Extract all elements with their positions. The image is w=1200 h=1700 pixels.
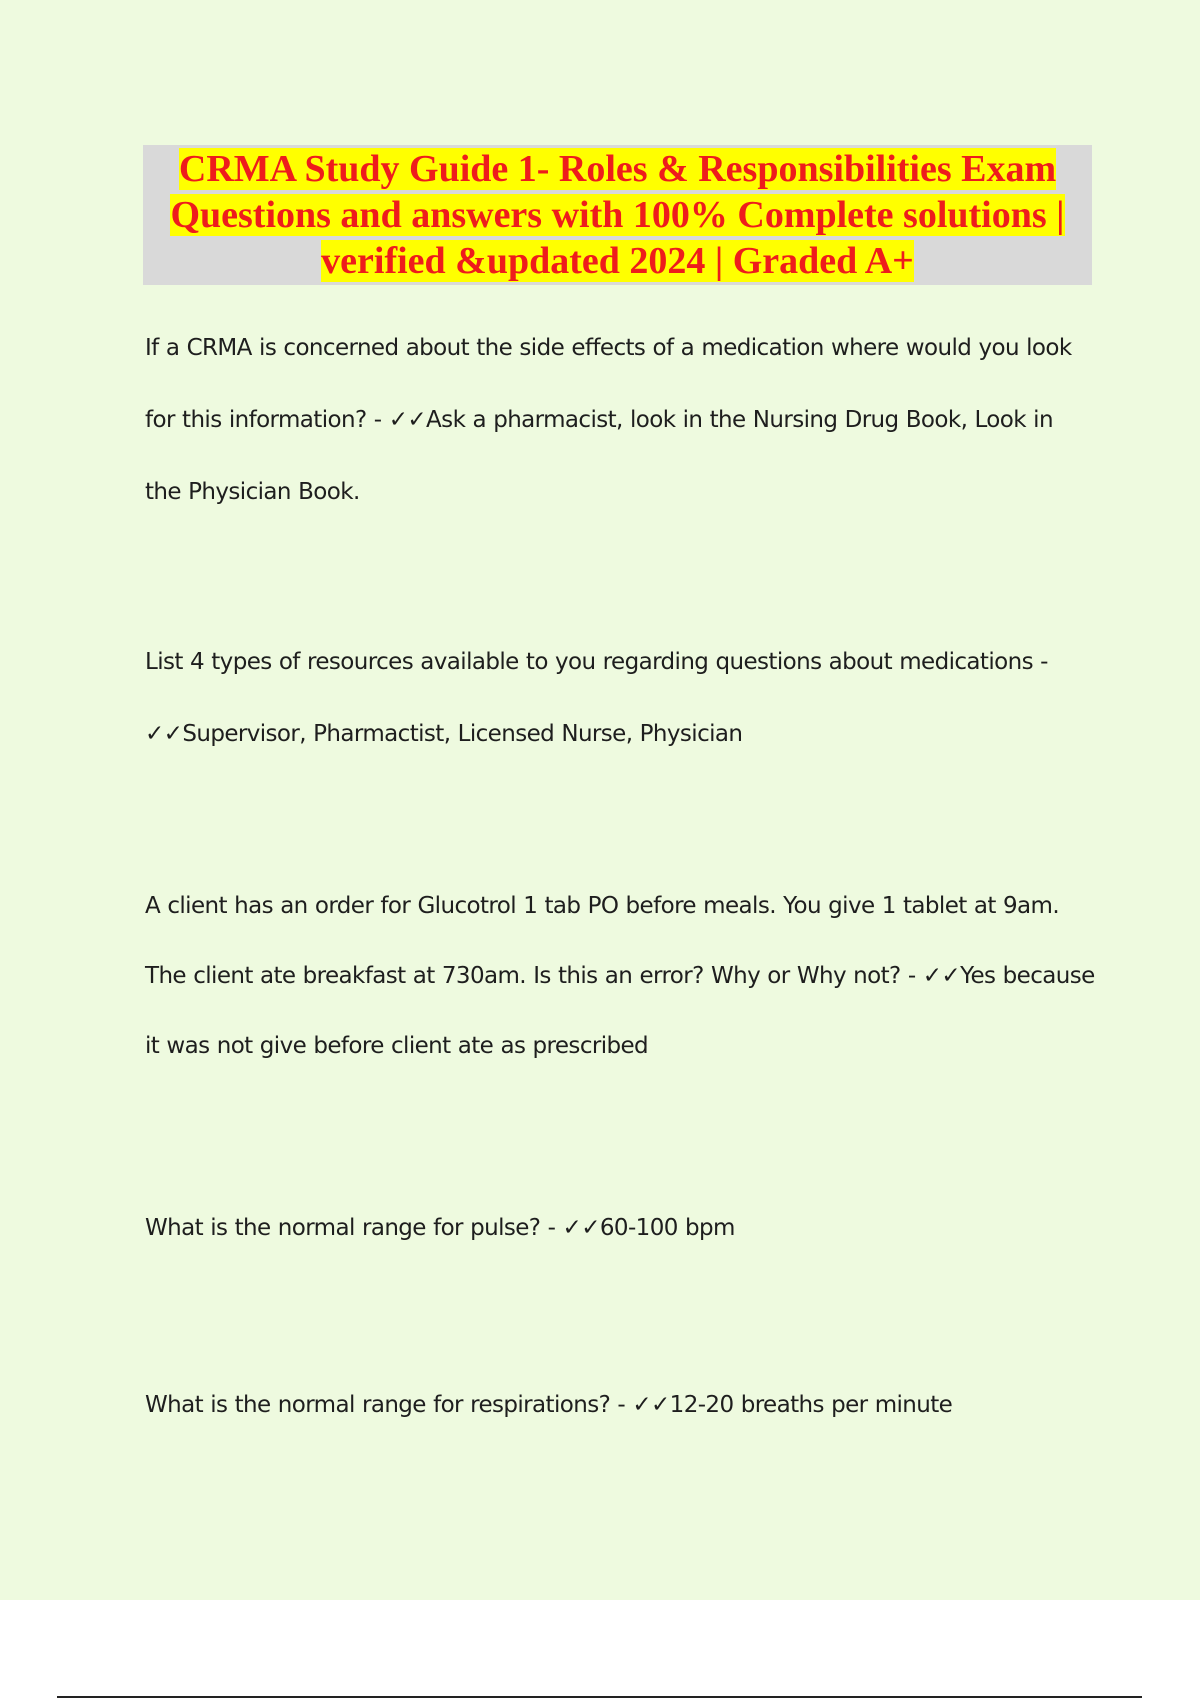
answer-text: Ask a pharmacist, look in the Nursing Drug Book, Look in the Physician Book.: [145, 407, 1053, 505]
question-text: A client has an order for Glucotrol 1 tab PO before meals. You give 1 tablet at 9am. The client ate breakfast at 730am. Is this an error? Why or Why not? -: [145, 893, 1060, 989]
document-title: [143, 146, 1092, 284]
answer-text: Yes because it was not give before client ate as prescribed: [145, 963, 1095, 1059]
title-text: CRMA Study Guide 1- Roles & Responsibilities Exam Questions and answers with 100% Complete solutions | verified &updated 2024 | Graded A+: [170, 148, 1065, 282]
answer-text: 12-20 breaths per minute: [669, 1392, 953, 1418]
answer-text: 60-100 bpm: [599, 1215, 735, 1241]
check-icon: ✓✓: [388, 407, 427, 433]
qa-item: [145, 871, 1095, 1081]
question-text: What is the normal range for respirations? -: [145, 1392, 633, 1418]
answer-text: Supervisor, Pharmactist, Licensed Nurse, Physician: [182, 721, 743, 747]
qa-item: [145, 1369, 1095, 1441]
footer-divider: [57, 1696, 1142, 1698]
check-icon: ✓✓: [145, 721, 183, 747]
qa-item: [145, 1192, 1095, 1264]
question-text: If a CRMA is concerned about the side effects of a medication where would you look for this information? -: [145, 335, 1072, 433]
qa-item: [145, 312, 1095, 528]
check-icon: ✓✓: [922, 963, 961, 989]
question-text: List 4 types of resources available to you regarding questions about medications -: [145, 649, 1048, 675]
question-text: What is the normal range for pulse? -: [145, 1215, 563, 1241]
qa-item: [145, 626, 1095, 770]
check-icon: ✓✓: [562, 1215, 600, 1241]
check-icon: ✓✓: [632, 1392, 670, 1418]
